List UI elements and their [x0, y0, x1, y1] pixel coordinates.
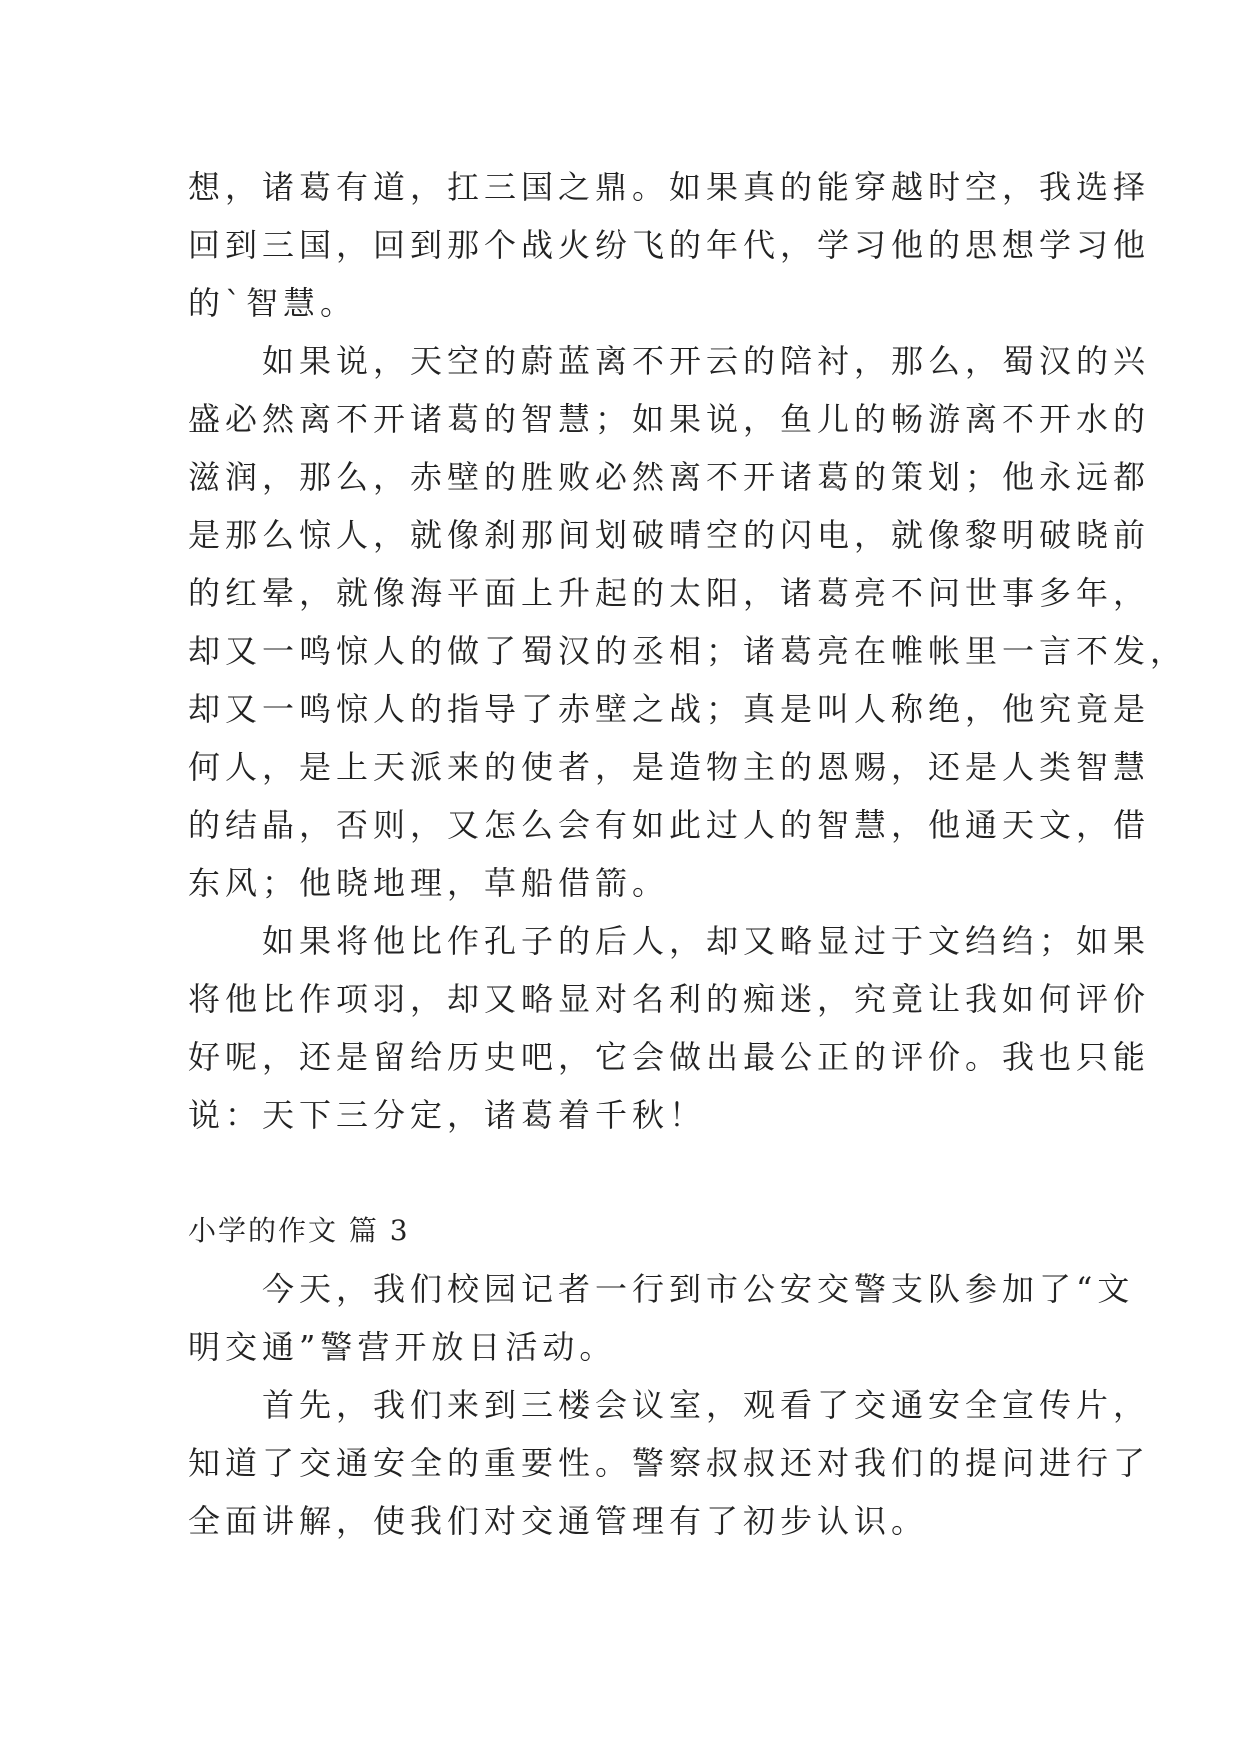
text-line: 滋润，那么，赤壁的胜败必然离不开诸葛的策划；他永远都	[188, 458, 1151, 496]
text-line: 回到三国，回到那个战火纷飞的年代，学习他的思想学习他	[188, 226, 1151, 264]
text-line: 全面讲解，使我们对交通管理有了初步认识。	[188, 1502, 929, 1540]
text-line: 知道了交通安全的重要性。警察叔叔还对我们的提问进行了	[188, 1444, 1151, 1482]
paragraph-4	[188, 1260, 1135, 1376]
text-line: 东风；他晓地理，草船借箭。	[188, 864, 670, 902]
text-line: 将他比作项羽，却又略显对名利的痴迷，究竟让我如何评价	[188, 980, 1151, 1018]
document-body	[188, 158, 1188, 1550]
text-line: 却又一鸣惊人的指导了赤壁之战；真是叫人称绝，他究竟是	[188, 690, 1151, 728]
text-line: 说：天下三分定，诸葛着千秋！	[188, 1096, 707, 1134]
paragraph-2	[188, 332, 1188, 912]
text-line: 却又一鸣惊人的做了蜀汉的丞相；诸葛亮在帷帐里一言不发，	[188, 632, 1188, 670]
paragraph-3	[188, 912, 1151, 1144]
text-line: 如果将他比作孔子的后人，却又略显过于文绉绉；如果	[188, 922, 1151, 960]
text-line: 如果说，天空的蔚蓝离不开云的陪衬，那么，蜀汉的兴	[188, 342, 1151, 380]
text-line: 好呢，还是留给历史吧，它会做出最公正的评价。我也只能	[188, 1038, 1151, 1076]
paragraph-1	[188, 158, 1151, 332]
text-line: 的红晕，就像海平面上升起的太阳，诸葛亮不问世事多年，	[188, 574, 1151, 612]
text-line: 盛必然离不开诸葛的智慧；如果说，鱼儿的畅游离不开水的	[188, 400, 1151, 438]
section-spacer	[188, 1144, 1058, 1202]
text-line: 的`智慧。	[188, 284, 358, 322]
text-line: 是那么惊人，就像刹那间划破晴空的闪电，就像黎明破晓前	[188, 516, 1151, 554]
text-line: 何人，是上天派来的使者，是造物主的恩赐，还是人类智慧	[188, 748, 1151, 786]
text-line: 明交通”警营开放日活动。	[188, 1328, 617, 1366]
text-line: 今天，我们校园记者一行到市公安交警支队参加了“文	[188, 1270, 1135, 1308]
text-line: 的结晶，否则，又怎么会有如此过人的智慧，他通天文，借	[188, 806, 1151, 844]
section-heading: 小学的作文 篇 3	[188, 1214, 410, 1247]
text-line: 想，诸葛有道，扛三国之鼎。如果真的能穿越时空，我选择	[188, 168, 1151, 206]
paragraph-5	[188, 1376, 1151, 1550]
text-line: 首先，我们来到三楼会议室，观看了交通安全宣传片，	[188, 1386, 1151, 1424]
